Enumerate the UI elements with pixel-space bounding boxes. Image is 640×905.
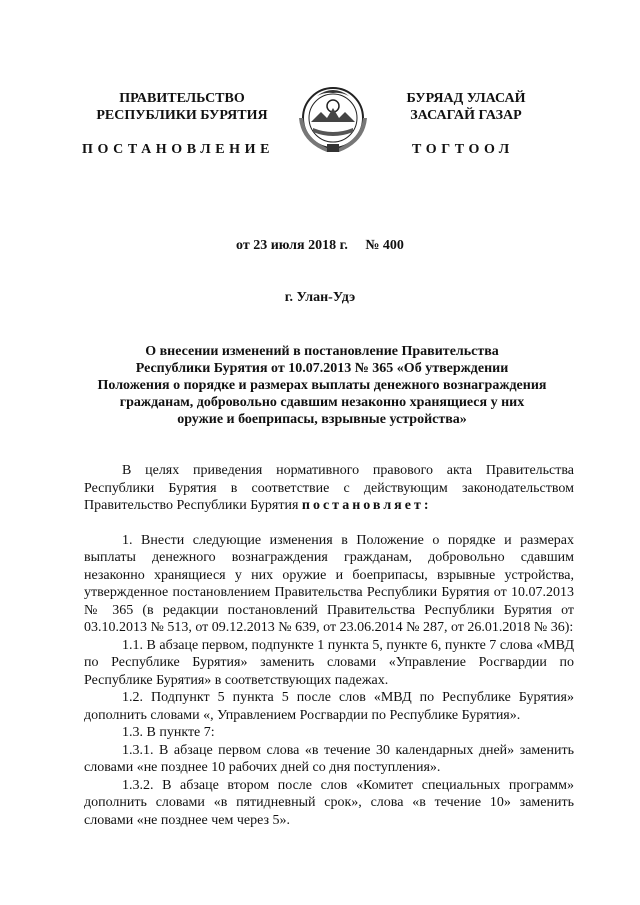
preamble-text: В целях приведения нормативного правового акта Правительства Республики Бурятия в соответствие с действующим законодательством Правительство Республики Бурятия	[84, 463, 574, 513]
paragraph-1-2: 1.2. Подпункт 5 пункта 5 после слов «МВД по Республике Бурятия» дополнить словами «, Управлением Росгвардии по Республике Бурятия».	[84, 690, 574, 723]
coat-of-arms-icon	[297, 78, 369, 156]
doc-type-bua: ТОГТООЛ	[412, 142, 514, 157]
header-government-bua	[376, 90, 556, 124]
title-line: Республики Бурятия от 10.07.2013 № 365 «Об утверждении	[135, 361, 509, 376]
header-left-line: ПРАВИТЕЛЬСТВО	[119, 91, 245, 106]
header-government-ru	[82, 90, 282, 124]
document-body	[84, 462, 574, 829]
header-left-line: РЕСПУБЛИКИ БУРЯТИЯ	[96, 108, 268, 123]
title-line: Положения о порядке и размерах выплаты денежного вознаграждения	[97, 378, 547, 393]
paragraph-1-3-2: 1.3.2. В абзаце втором после слов «Комитет специальных программ» дополнить словами «в пятидневный срок», слова «в течение 10» заменить словами «не позднее чем через 5».	[84, 777, 574, 828]
preamble-emphasis: постановляет:	[301, 498, 432, 513]
city: г. Улан-Удэ	[284, 290, 356, 305]
document-title	[82, 343, 562, 428]
doc-type-ru: ПОСТАНОВЛЕНИЕ	[82, 142, 275, 157]
title-line: гражданам, добровольно сдавшим незаконно хранящиеся у них	[119, 395, 525, 410]
paragraph-1-1: 1.1. В абзаце первом, подпункте 1 пункта 5, пункте 6, пункте 7 слова «МВД по Республике Бурятия» заменить словами «Управление Росгвардии по Республике Бурятия» в соответствующих падежах.	[84, 637, 574, 688]
paragraph-1: 1. Внести следующие изменения в Положение о порядке и размерах выплаты денежного вознаграждения гражданам, добровольно сдавшим незаконно хранящиеся у них оружие и боеприпасы, взрывные устройства, утвержденное постановлением Правительства Республики Бурятия от 10.07.2013 № 365 (в редакции постановлений Правительства Республики Бурятия от 03.10.2013 № 513, от 09.12.2013 № 639, от 23.06.2014 № 287, от 26.01.2018 № 36):	[84, 532, 574, 635]
paragraph-1-3: 1.3. В пункте 7:	[122, 725, 215, 740]
header-right-line: ЗАСАГАЙ ГАЗАР	[410, 108, 522, 123]
preamble	[84, 462, 574, 515]
date-number: от 23 июля 2018 г. № 400	[236, 238, 404, 253]
title-line: О внесении изменений в постановление Правительства	[145, 344, 499, 359]
title-line: оружие и боеприпасы, взрывные устройства»	[177, 412, 467, 427]
paragraph-1-3-1: 1.3.1. В абзаце первом слова «в течение 30 календарных дней» заменить словами «не позднее 10 рабочих дней со дня поступления».	[84, 742, 574, 775]
header-right-line: БУРЯАД УЛАСАЙ	[406, 91, 526, 106]
